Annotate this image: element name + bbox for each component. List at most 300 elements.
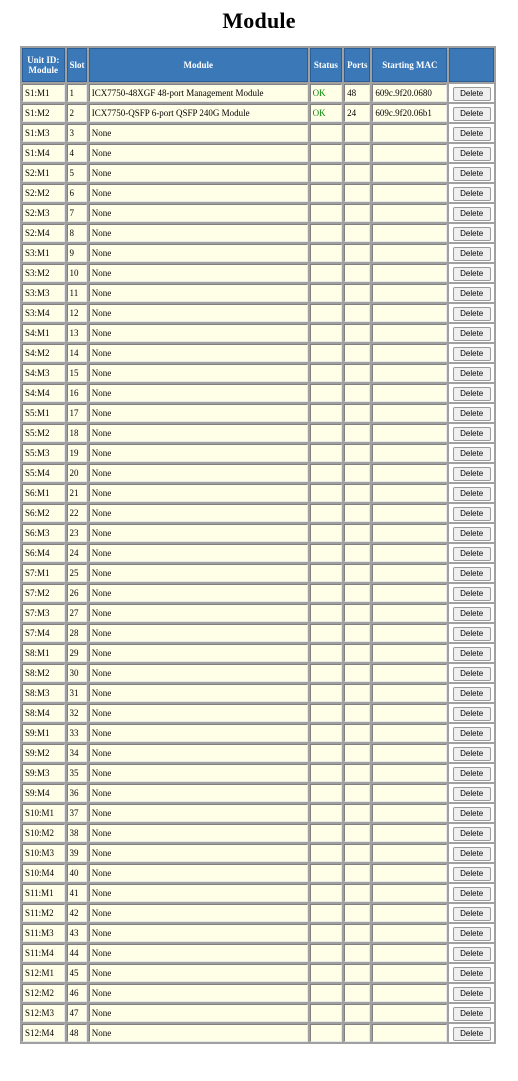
starting-mac-cell [372,724,447,742]
action-cell [449,384,494,402]
starting-mac-cell [372,504,447,522]
action-cell [449,564,494,582]
starting-mac-cell [372,964,447,982]
delete-button[interactable]: Delete [453,727,491,741]
delete-button[interactable]: Delete [453,787,491,801]
delete-button[interactable]: Delete [453,707,491,721]
unit-id-cell: S7:M1 [22,564,65,582]
delete-button[interactable]: Delete [453,907,491,921]
starting-mac-cell [372,284,447,302]
action-cell [449,584,494,602]
status-cell [310,184,342,202]
header-starting-mac: Starting MAC [372,48,447,82]
unit-id-cell: S9:M3 [22,764,65,782]
slot-cell: 7 [67,204,87,222]
starting-mac-cell [372,364,447,382]
module-cell: None [89,1024,308,1042]
slot-cell: 44 [67,944,87,962]
status-cell [310,1004,342,1022]
table-row [22,224,494,242]
slot-cell: 38 [67,824,87,842]
action-cell [449,884,494,902]
table-row [22,144,494,162]
ports-cell [344,684,370,702]
table-header [22,48,494,82]
status-cell [310,724,342,742]
table-row [22,384,494,402]
table-row [22,484,494,502]
unit-id-cell: S1:M4 [22,144,65,162]
slot-cell: 6 [67,184,87,202]
slot-cell: 34 [67,744,87,762]
module-cell: None [89,844,308,862]
status-cell [310,904,342,922]
delete-button[interactable]: Delete [453,927,491,941]
status-cell [310,644,342,662]
status-cell [310,244,342,262]
status-cell [310,784,342,802]
module-table [20,46,496,1044]
page-title: Module [222,8,296,33]
module-cell: None [89,164,308,182]
module-cell: None [89,564,308,582]
ports-cell [344,264,370,282]
delete-button[interactable]: Delete [453,547,491,561]
ports-cell [344,924,370,942]
table-row [22,624,494,642]
starting-mac-cell [372,144,447,162]
starting-mac-cell [372,644,447,662]
delete-button[interactable]: Delete [453,627,491,641]
status-cell [310,264,342,282]
action-cell [449,684,494,702]
unit-id-cell: S2:M4 [22,224,65,242]
status-cell [310,764,342,782]
ports-cell [344,404,370,422]
module-cell: None [89,624,308,642]
starting-mac-cell [372,624,447,642]
ports-cell [344,604,370,622]
delete-button[interactable]: Delete [453,887,491,901]
starting-mac-cell [372,324,447,342]
table-row [22,284,494,302]
delete-button[interactable]: Delete [453,847,491,861]
table-row [22,84,494,102]
table-row [22,164,494,182]
unit-id-cell: S9:M4 [22,784,65,802]
delete-button[interactable]: Delete [453,127,491,141]
starting-mac-cell [372,124,447,142]
header-row [22,48,494,82]
status-cell [310,444,342,462]
action-cell [449,664,494,682]
delete-button[interactable]: Delete [453,227,491,241]
starting-mac-cell [372,1004,447,1022]
starting-mac-cell [372,204,447,222]
delete-button[interactable]: Delete [453,967,491,981]
starting-mac-cell [372,824,447,842]
slot-cell: 9 [67,244,87,262]
slot-cell: 18 [67,424,87,442]
table-row [22,464,494,482]
table-row [22,444,494,462]
starting-mac-cell [372,164,447,182]
status-cell [310,1024,342,1042]
status-cell [310,484,342,502]
action-cell [449,824,494,842]
delete-button[interactable]: Delete [453,167,491,181]
ports-cell [344,764,370,782]
module-cell: None [89,904,308,922]
table-row [22,664,494,682]
slot-cell: 23 [67,524,87,542]
ports-cell [344,624,370,642]
unit-id-cell: S4:M4 [22,384,65,402]
delete-button[interactable]: Delete [453,187,491,201]
slot-cell: 40 [67,864,87,882]
unit-id-cell: S4:M3 [22,364,65,382]
unit-id-cell: S8:M3 [22,684,65,702]
unit-id-cell: S1:M1 [22,84,65,102]
starting-mac-cell [372,564,447,582]
ports-cell [344,704,370,722]
table-row [22,1004,494,1022]
module-cell: None [89,804,308,822]
module-cell: None [89,284,308,302]
delete-button[interactable]: Delete [453,407,491,421]
delete-button[interactable]: Delete [453,987,491,1001]
delete-button[interactable]: Delete [453,687,491,701]
delete-button[interactable]: Delete [453,567,491,581]
status-cell: OK [310,104,342,122]
ports-cell [344,584,370,602]
table-row [22,324,494,342]
module-cell: None [89,784,308,802]
ports-cell [344,964,370,982]
table-row [22,264,494,282]
ports-cell [344,784,370,802]
table-row [22,424,494,442]
starting-mac-cell [372,524,447,542]
module-cell: None [89,404,308,422]
starting-mac-cell [372,244,447,262]
starting-mac-cell [372,404,447,422]
delete-button[interactable]: Delete [453,947,491,961]
table-row [22,784,494,802]
slot-cell: 43 [67,924,87,942]
module-cell: None [89,744,308,762]
unit-id-cell: S11:M2 [22,904,65,922]
delete-button[interactable]: Delete [453,87,491,101]
table-row [22,344,494,362]
unit-id-cell: S11:M4 [22,944,65,962]
action-cell [449,104,494,122]
table-row [22,244,494,262]
action-cell [449,264,494,282]
ports-cell [344,844,370,862]
delete-button[interactable]: Delete [453,867,491,881]
status-cell [310,744,342,762]
table-row [22,1024,494,1042]
action-cell [449,364,494,382]
ports-cell [344,164,370,182]
action-cell [449,1024,494,1042]
delete-button[interactable]: Delete [453,447,491,461]
ports-cell [344,884,370,902]
starting-mac-cell [372,744,447,762]
starting-mac-cell [372,664,447,682]
action-cell [449,404,494,422]
slot-cell: 10 [67,264,87,282]
unit-id-cell: S7:M4 [22,624,65,642]
ports-cell [344,1024,370,1042]
table-row [22,544,494,562]
delete-button[interactable]: Delete [453,327,491,341]
starting-mac-cell [372,1024,447,1042]
header-ports: Ports [344,48,370,82]
slot-cell: 27 [67,604,87,622]
delete-button[interactable]: Delete [453,667,491,681]
unit-id-cell: S6:M1 [22,484,65,502]
unit-id-cell: S4:M2 [22,344,65,362]
status-cell [310,344,342,362]
header-module: Module [89,48,308,82]
delete-button[interactable]: Delete [453,267,491,281]
module-cell: None [89,424,308,442]
starting-mac-cell: 609c.9f20.06b1 [372,104,447,122]
delete-button[interactable]: Delete [453,1027,491,1041]
status-cell [310,964,342,982]
slot-cell: 5 [67,164,87,182]
slot-cell: 15 [67,364,87,382]
module-cell: None [89,364,308,382]
ports-cell [344,544,370,562]
action-cell [449,864,494,882]
table-row [22,104,494,122]
ports-cell [344,284,370,302]
unit-id-cell: S2:M1 [22,164,65,182]
starting-mac-cell [372,704,447,722]
ports-cell [344,364,370,382]
status-cell [310,124,342,142]
module-cell: None [89,604,308,622]
unit-id-cell: S5:M2 [22,424,65,442]
starting-mac-cell [372,444,447,462]
table-row [22,124,494,142]
status-cell [310,424,342,442]
delete-button[interactable]: Delete [453,307,491,321]
unit-id-cell: S12:M4 [22,1024,65,1042]
delete-button[interactable]: Delete [453,527,491,541]
unit-id-cell: S1:M3 [22,124,65,142]
delete-button[interactable]: Delete [453,767,491,781]
unit-id-cell: S12:M1 [22,964,65,982]
slot-cell: 26 [67,584,87,602]
table-row [22,184,494,202]
action-cell [449,624,494,642]
slot-cell: 17 [67,404,87,422]
action-cell [449,164,494,182]
ports-cell [344,664,370,682]
status-cell [310,504,342,522]
ports-cell [344,324,370,342]
table-row [22,504,494,522]
delete-button[interactable]: Delete [453,747,491,761]
action-cell [449,484,494,502]
status-cell [310,584,342,602]
status-cell [310,204,342,222]
status-cell [310,824,342,842]
unit-id-cell: S6:M4 [22,544,65,562]
table-row [22,924,494,942]
status-cell [310,324,342,342]
table-row [22,964,494,982]
module-cell: None [89,224,308,242]
status-cell [310,924,342,942]
slot-cell: 48 [67,1024,87,1042]
module-cell: None [89,884,308,902]
slot-cell: 37 [67,804,87,822]
delete-button[interactable]: Delete [453,467,491,481]
ports-cell [344,124,370,142]
slot-cell: 31 [67,684,87,702]
module-cell: None [89,704,308,722]
module-cell: None [89,484,308,502]
status-cell [310,844,342,862]
starting-mac-cell [372,684,447,702]
module-cell: None [89,924,308,942]
module-cell: None [89,644,308,662]
unit-id-cell: S10:M4 [22,864,65,882]
status-cell [310,604,342,622]
action-cell [449,84,494,102]
starting-mac-cell [372,424,447,442]
slot-cell: 42 [67,904,87,922]
slot-cell: 13 [67,324,87,342]
delete-button[interactable]: Delete [453,607,491,621]
action-cell [449,124,494,142]
delete-button[interactable]: Delete [453,207,491,221]
starting-mac-cell: 609c.9f20.0680 [372,84,447,102]
delete-button[interactable]: Delete [453,427,491,441]
ports-cell [344,524,370,542]
module-cell: None [89,344,308,362]
ports-cell [344,144,370,162]
status-cell [310,224,342,242]
unit-id-cell: S8:M1 [22,644,65,662]
status-cell [310,704,342,722]
module-cell: None [89,524,308,542]
status-cell [310,144,342,162]
slot-cell: 41 [67,884,87,902]
ports-cell [344,484,370,502]
ports-cell [344,984,370,1002]
delete-button[interactable]: Delete [453,487,491,501]
slot-cell: 1 [67,84,87,102]
status-cell [310,544,342,562]
slot-cell: 36 [67,784,87,802]
table-row [22,584,494,602]
unit-id-cell: S3:M2 [22,264,65,282]
module-cell: None [89,384,308,402]
delete-button[interactable]: Delete [453,1007,491,1021]
delete-button[interactable]: Delete [453,347,491,361]
unit-id-cell: S5:M4 [22,464,65,482]
header-slot: Slot [67,48,87,82]
unit-id-cell: S5:M3 [22,444,65,462]
status-cell [310,944,342,962]
status-cell [310,164,342,182]
slot-cell: 19 [67,444,87,462]
unit-id-cell: S6:M3 [22,524,65,542]
starting-mac-cell [372,584,447,602]
starting-mac-cell [372,304,447,322]
ports-cell [344,184,370,202]
unit-id-cell: S10:M1 [22,804,65,822]
action-cell [449,784,494,802]
slot-cell: 22 [67,504,87,522]
module-cell: None [89,184,308,202]
table-row [22,804,494,822]
table-row [22,404,494,422]
delete-button[interactable]: Delete [453,507,491,521]
delete-button[interactable]: Delete [453,147,491,161]
ports-cell: 48 [344,84,370,102]
delete-button[interactable]: Delete [453,387,491,401]
starting-mac-cell [372,484,447,502]
starting-mac-cell [372,804,447,822]
header-action [449,48,494,82]
module-cell: None [89,544,308,562]
action-cell [449,244,494,262]
starting-mac-cell [372,764,447,782]
delete-button[interactable]: Delete [453,367,491,381]
delete-button[interactable]: Delete [453,647,491,661]
delete-button[interactable]: Delete [453,247,491,261]
action-cell [449,904,494,922]
delete-button[interactable]: Delete [453,287,491,301]
status-cell [310,804,342,822]
table-row [22,764,494,782]
starting-mac-cell [372,944,447,962]
slot-cell: 11 [67,284,87,302]
ports-cell [344,424,370,442]
table-row [22,744,494,762]
slot-cell: 29 [67,644,87,662]
module-cell: None [89,984,308,1002]
slot-cell: 45 [67,964,87,982]
table-row [22,884,494,902]
ports-cell [344,944,370,962]
delete-button[interactable]: Delete [453,107,491,121]
ports-cell [344,204,370,222]
unit-id-cell: S6:M2 [22,504,65,522]
slot-cell: 16 [67,384,87,402]
module-cell: None [89,824,308,842]
status-cell [310,984,342,1002]
delete-button[interactable]: Delete [453,807,491,821]
status-cell: OK [310,84,342,102]
delete-button[interactable]: Delete [453,587,491,601]
header-status: Status [310,48,342,82]
status-cell [310,524,342,542]
slot-cell: 3 [67,124,87,142]
slot-cell: 32 [67,704,87,722]
slot-cell: 4 [67,144,87,162]
delete-button[interactable]: Delete [453,827,491,841]
module-cell: None [89,324,308,342]
starting-mac-cell [372,344,447,362]
